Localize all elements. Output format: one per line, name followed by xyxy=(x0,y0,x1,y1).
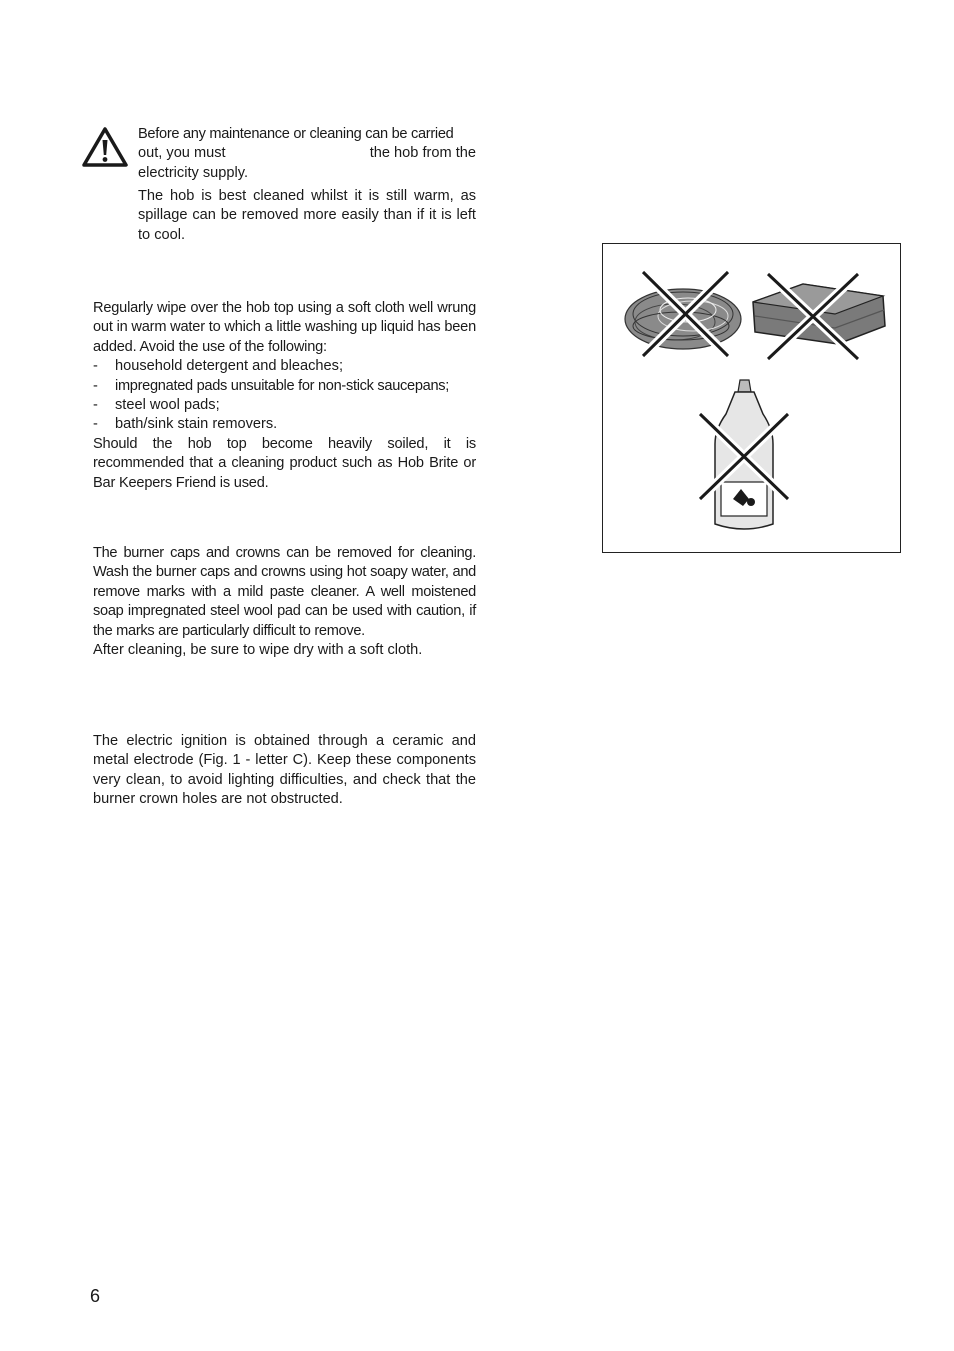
hob-top-outro: Should the hob top become heavily soiled, it is recommended that a cleaning product such as Hob Brite or Bar Keepers Friend is used. xyxy=(93,435,476,491)
warning-line-2-left: out, you must xyxy=(138,145,226,162)
list-item: - bath/sink stain removers. xyxy=(93,416,278,433)
warning-line-2 xyxy=(138,144,476,163)
warning-triangle-icon xyxy=(82,126,128,168)
warning-line-1: Before any maintenance or cleaning can be carried xyxy=(138,126,454,142)
cleaning-items-illustration xyxy=(603,244,900,552)
ignition-text: The electric ignition is obtained through a ceramic and metal electrode (Fig. 1 - letter C). Keep these components very clean, to avoid lighting difficulties, and check that the burner crown holes are not obstructed. xyxy=(93,733,476,808)
scouring-pad-icon xyxy=(753,274,885,359)
cleaner-bottle-icon xyxy=(700,380,788,529)
hob-top-section xyxy=(93,299,476,493)
list-item: - household detergent and bleaches; xyxy=(93,358,344,375)
steel-wool-icon xyxy=(625,272,741,356)
hob-top-intro: Regularly wipe over the hob top using a soft cloth well wrung out in warm water to which a little washing up liquid has been added. Avoid the use of the following: xyxy=(93,300,476,355)
list-item: - steel wool pads; xyxy=(93,397,220,414)
burners-after: After cleaning, be sure to wipe dry with a soft cloth. xyxy=(93,642,423,659)
warning-line-2-right: the hob from the xyxy=(369,145,476,162)
burners-text: The burner caps and crowns can be removed for cleaning. Wash the burner caps and crowns using hot soapy water, and remove marks with a mild paste cleaner. A well moistened soap impregnated steel wool pad can be used with caution, if the marks are particularly difficult to remove. xyxy=(93,545,476,639)
cleaning-items-figure xyxy=(602,243,901,553)
burners-section xyxy=(93,544,476,660)
list-item: - impregnated pads unsuitable for non-stick saucepans; xyxy=(93,377,450,394)
warning-line-3: electricity supply. xyxy=(138,164,249,181)
warning-text xyxy=(138,125,476,183)
avoid-list xyxy=(93,357,476,435)
page-number: 6 xyxy=(90,1286,101,1306)
warning-paragraph: The hob is best cleaned whilst it is still warm, as spillage can be removed more easily than if it is left to cool. xyxy=(138,188,476,243)
